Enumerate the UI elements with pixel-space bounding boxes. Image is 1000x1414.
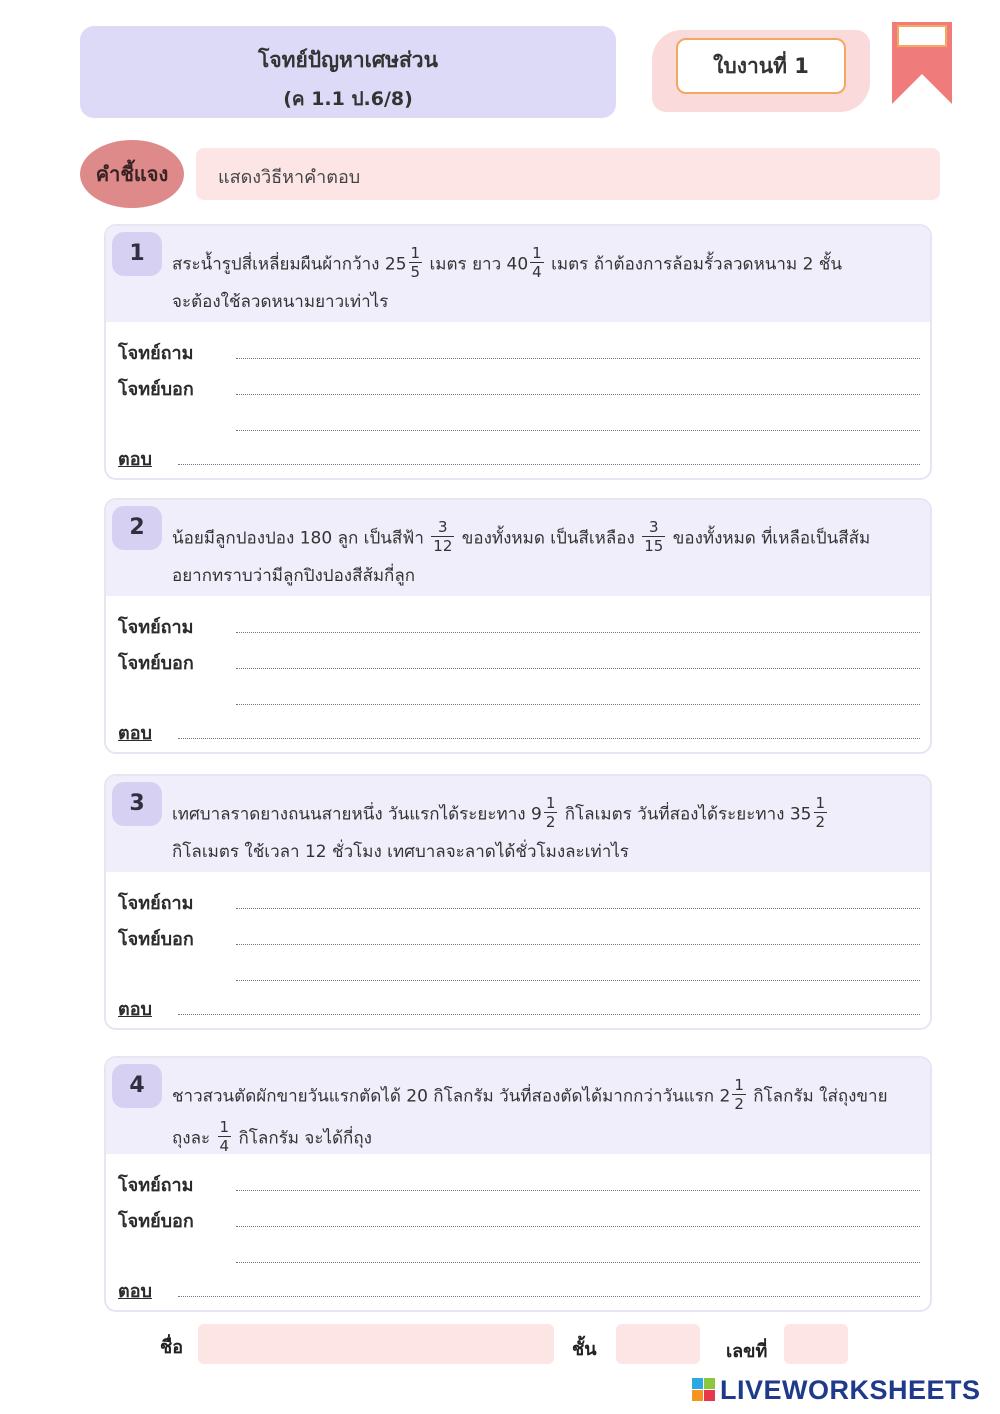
answer-line[interactable] <box>178 1014 920 1015</box>
problem-card-3 <box>104 774 932 1030</box>
question-text-line2: กิโลเมตร ใช้เวลา 12 ชั่วโมง เทศบาลจะลาดได้ชั่วโมงละเท่าไร <box>172 842 629 862</box>
name-input[interactable] <box>198 1324 554 1364</box>
given-answer-line[interactable] <box>236 944 920 945</box>
problem-number: 2 <box>112 506 162 550</box>
liveworksheets-logo-icon <box>692 1378 716 1402</box>
question-text: สระน้ำรูปสี่เหลี่ยมผืนผ้ากว้าง 25 $\frac{1}{5}$ เมตร ยาว 40 $\frac{1}{4}$ เมตร ถ้าต้องการล้อมรั้วลวดหนาม 2 ชั้น <box>172 244 842 281</box>
answer-label: ตอบ <box>118 449 152 470</box>
problem-number: 4 <box>112 1064 162 1108</box>
given-label: โจทย์บอก <box>118 929 194 950</box>
given-answer-line[interactable] <box>236 394 920 395</box>
brand-text: LIVEWORKSHEETS <box>720 1374 981 1405</box>
fraction: $\frac{1}{2}$ <box>545 794 556 831</box>
problem-card-4 <box>104 1056 932 1312</box>
title-box <box>80 26 616 118</box>
fraction: $\frac{3}{15}$ <box>644 518 664 555</box>
question-text: น้อยมีลูกปองปอง 180 ลูก เป็นสีฟ้า $\frac{3}{12}$ ของทั้งหมด เป็นสีเหลือง $\frac{3}{15}$ ของทั้งหมด ที่เหลือเป็นสีส้ม <box>172 518 871 555</box>
given-answer-line-2[interactable] <box>236 1262 920 1263</box>
worksheet-label: ใบงานที่ 1 <box>676 38 846 94</box>
number-input[interactable] <box>784 1324 848 1364</box>
answer-line[interactable] <box>178 1296 920 1297</box>
problem-card-1 <box>104 224 932 480</box>
answer-line[interactable] <box>178 738 920 739</box>
fraction: $\frac{1}{4}$ <box>219 1118 230 1155</box>
given-answer-line-2[interactable] <box>236 704 920 705</box>
problem-question-area <box>106 226 930 322</box>
ask-answer-line[interactable] <box>236 1190 920 1191</box>
question-text-line2: จะต้องใช้ลวดหนามยาวเท่าไร <box>172 292 389 312</box>
answer-line[interactable] <box>178 464 920 465</box>
fraction: $\frac{1}{2}$ <box>734 1076 744 1113</box>
number-label: เลขที่ <box>726 1341 768 1362</box>
answer-label: ตอบ <box>118 999 152 1020</box>
problem-number: 3 <box>112 782 162 826</box>
page-subtitle: (ค 1.1 ป.6/8) <box>283 88 413 110</box>
fraction: $\frac{1}{5}$ <box>410 244 421 281</box>
given-answer-line-2[interactable] <box>236 430 920 431</box>
question-text: เทศบาลราดยางถนนสายหนึ่ง วันแรกได้ระยะทาง 9 $\frac{1}{2}$ กิโลเมตร วันที่สองได้ระยะทาง 35 $\frac{1}{2}$ <box>172 794 826 831</box>
problem-question-area <box>106 1058 930 1154</box>
page-title: โจทย์ปัญหาเศษส่วน <box>258 48 438 72</box>
given-label: โจทย์บอก <box>118 379 194 400</box>
given-answer-line-2[interactable] <box>236 980 920 981</box>
given-answer-line[interactable] <box>236 668 920 669</box>
given-label: โจทย์บอก <box>118 1211 194 1232</box>
answer-label: ตอบ <box>118 1281 152 1302</box>
instructions-bar <box>196 148 940 200</box>
question-text-line2: อยากทราบว่ามีลูกปิงปองสีส้มกี่ลูก <box>172 566 416 586</box>
question-text: ชาวสวนตัดผักขายวันแรกตัดได้ 20 กิโลกรัม วันที่สองตัดได้มากกว่าวันแรก 2 $\frac{1}{2}$ กิโลกรัม ใส่ถุงขาย <box>172 1076 888 1113</box>
given-answer-line[interactable] <box>236 1226 920 1227</box>
instructions-text: แสดงวิธีหาคำตอบ <box>218 167 361 188</box>
given-label: โจทย์บอก <box>118 653 194 674</box>
ask-answer-line[interactable] <box>236 908 920 909</box>
ask-label: โจทย์ถาม <box>118 343 194 364</box>
fraction: $\frac{1}{4}$ <box>532 244 542 281</box>
ask-label: โจทย์ถาม <box>118 617 194 638</box>
problem-number: 1 <box>112 232 162 276</box>
fraction: $\frac{1}{2}$ <box>815 794 826 831</box>
problem-question-area <box>106 500 930 596</box>
class-label: ชั้น <box>572 1339 597 1360</box>
brand-logo <box>692 1374 981 1406</box>
question-text-line2: ถุงละ $\frac{1}{4}$ กิโลกรัม จะได้กี่ถุง <box>172 1118 372 1155</box>
problem-card-2 <box>104 498 932 754</box>
problem-question-area <box>106 776 930 872</box>
ask-label: โจทย์ถาม <box>118 1175 194 1196</box>
name-label: ชื่อ <box>160 1337 184 1358</box>
ask-answer-line[interactable] <box>236 632 920 633</box>
answer-label: ตอบ <box>118 723 152 744</box>
instructions-badge: คำชี้แจง <box>80 140 184 208</box>
fraction: $\frac{3}{12}$ <box>433 518 453 555</box>
ask-label: โจทย์ถาม <box>118 893 194 914</box>
ask-answer-line[interactable] <box>236 358 920 359</box>
bookmark-icon <box>890 22 954 106</box>
class-input[interactable] <box>616 1324 700 1364</box>
